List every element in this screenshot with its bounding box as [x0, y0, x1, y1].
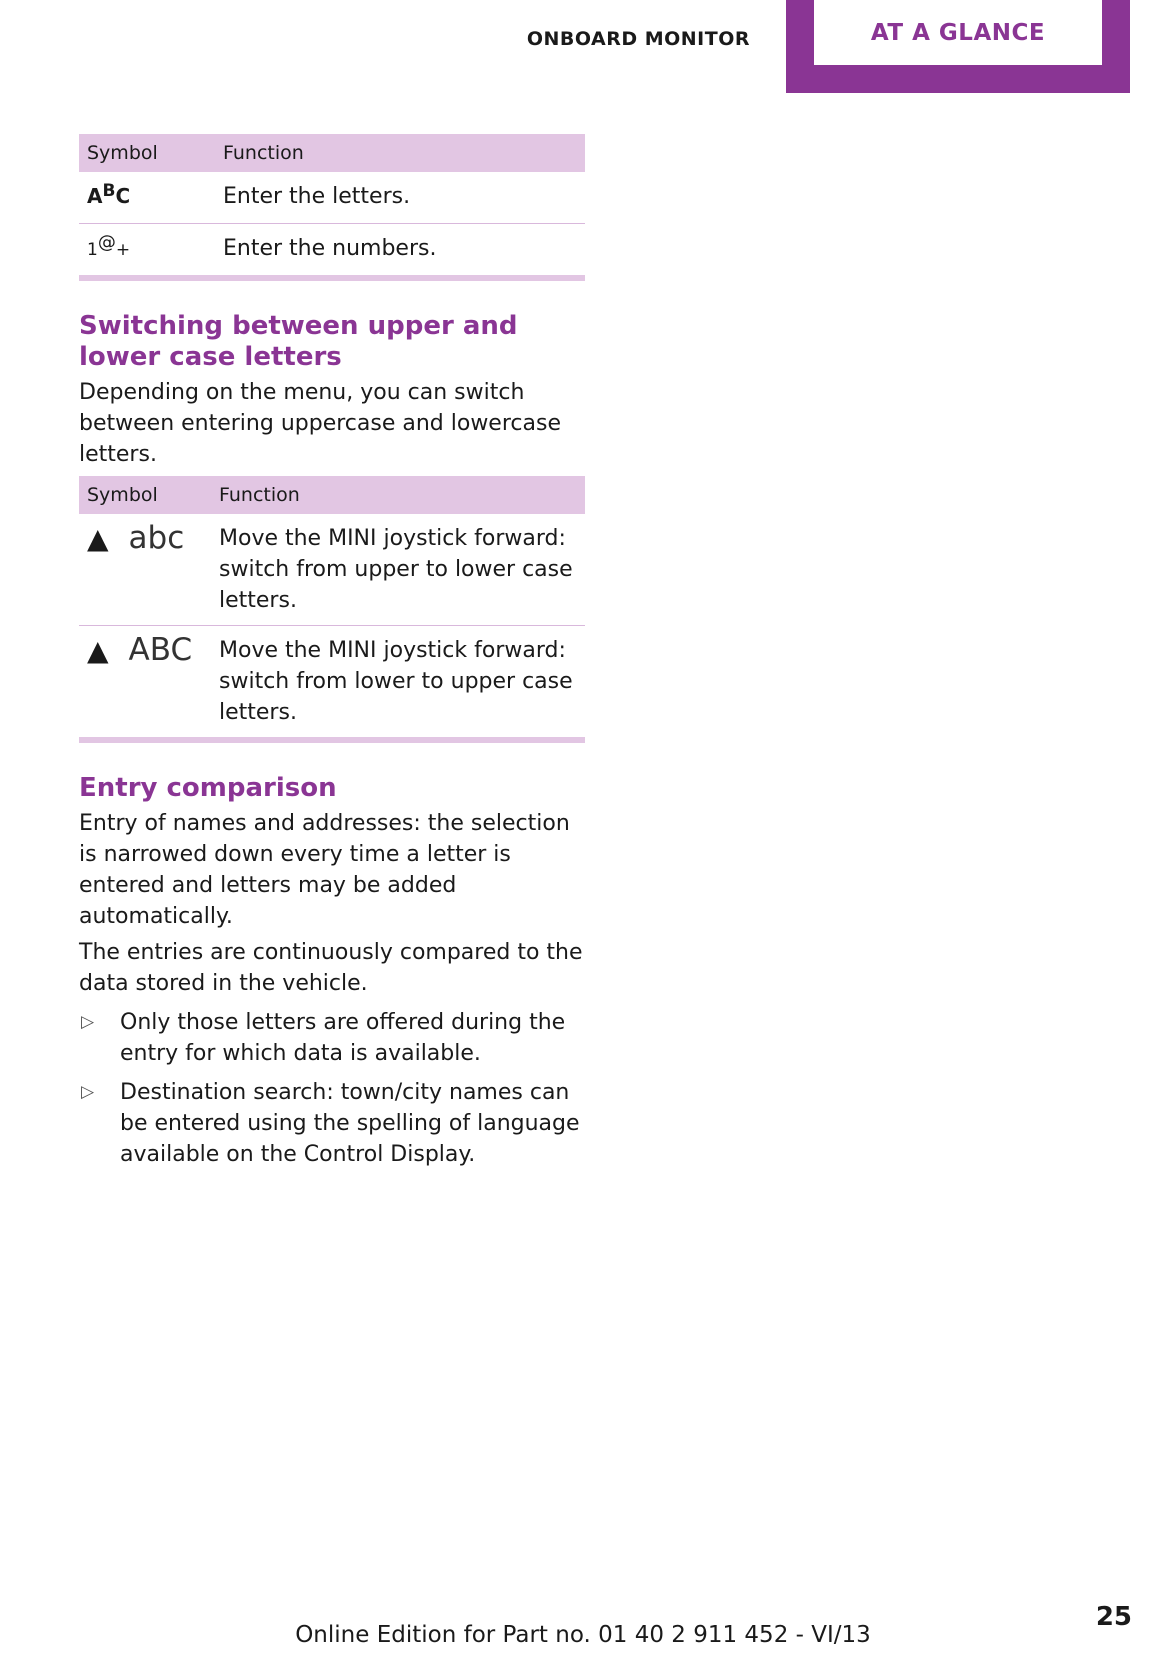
running-header-section: ONBOARD MONITOR [526, 28, 750, 50]
uppercase-symbol [79, 626, 211, 738]
page-number: 25 [1095, 1602, 1132, 1632]
table-end-rule [79, 737, 585, 743]
triangle-up-icon: ▲ [87, 634, 109, 667]
numbers-mode-icon: 1@+ [87, 232, 131, 260]
letters-mode-icon: $A^BC$ [87, 181, 131, 208]
table-cell-function: Move the MINI joystick forward: switch from upper to lower case letters. [219, 526, 573, 613]
table-cell-function: Enter the letters. [223, 184, 411, 209]
table-row [79, 514, 585, 626]
triangle-right-icon: ▷ [81, 1082, 95, 1102]
footer-edition: Online Edition for Part no. 01 40 2 911 452 - VI/13 [295, 1622, 871, 1648]
section-heading-case: Switching between upper and lower case letters [79, 311, 518, 372]
table-row [79, 626, 585, 738]
section-paragraph: Depending on the menu, you can switch between entering uppercase and lowercase letters. [79, 380, 561, 467]
lowercase-symbol [79, 514, 211, 626]
triangle-up-icon: ▲ [87, 522, 109, 555]
section-paragraph: The entries are continuously compared to the data stored in the vehicle. [79, 940, 583, 996]
bullet-list [79, 1007, 585, 1170]
table-cell-function: Move the MINI joystick forward: switch from lower to upper case letters. [211, 626, 585, 738]
lowercase-label: abc [128, 520, 185, 556]
main-content [79, 134, 585, 1170]
letters-mode-symbol [79, 172, 215, 224]
table-header-function: Function [215, 134, 585, 172]
chapter-tab-label: AT A GLANCE [814, 0, 1102, 65]
table-header-symbol: Symbol [79, 134, 215, 172]
triangle-right-icon: ▷ [81, 1012, 95, 1032]
table-cell-function: Enter the numbers. [215, 224, 585, 276]
table-header-row [79, 134, 585, 172]
list-item-text: Destination search: town/city names can be entered using the spelling of language available on the Control Display. [120, 1080, 580, 1167]
table-row [79, 172, 585, 224]
chapter-tab [786, 0, 1130, 93]
section-heading-entry: Entry comparison [79, 773, 337, 803]
table-row [79, 224, 585, 276]
table-end-rule [79, 275, 585, 281]
numbers-mode-symbol [79, 224, 215, 276]
list-item [79, 1077, 585, 1170]
table-header-row [79, 476, 585, 514]
list-item-text: Only those letters are offered during the entry for which data is available. [120, 1010, 566, 1066]
uppercase-label: ABC [128, 632, 193, 668]
case-switch-table [79, 476, 585, 737]
list-item [79, 1007, 585, 1069]
input-mode-table [79, 134, 585, 275]
section-paragraph: Entry of names and addresses: the selection is narrowed down every time a letter is entered and letters may be added automatically. [79, 811, 570, 929]
table-header-function: Function [211, 476, 585, 514]
table-header-symbol: Symbol [79, 476, 211, 514]
